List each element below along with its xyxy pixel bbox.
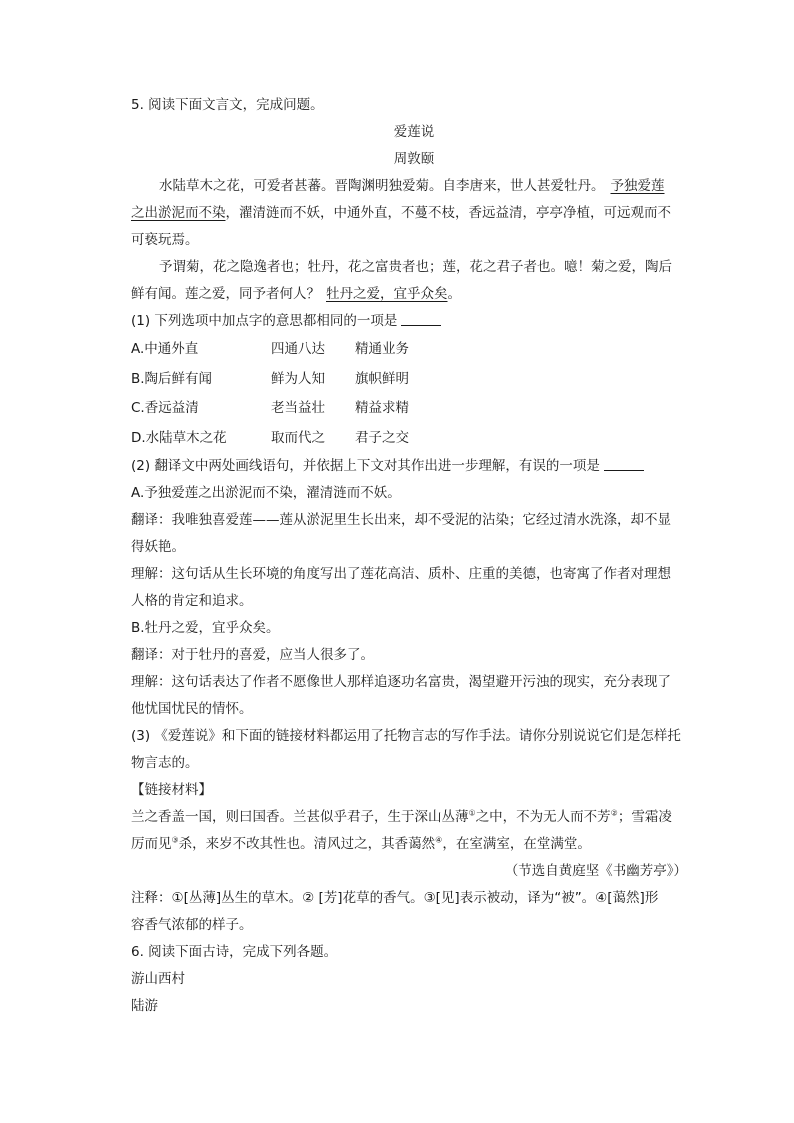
option-term: 鲜为人知 xyxy=(271,370,325,387)
material-text: 杀，来岁不改其性也。清风过之，其香蔼然 xyxy=(178,836,436,852)
material-text: 兰之香盖一国，则曰国香。兰甚似乎君子，生于深山丛薄 xyxy=(131,809,469,825)
passage-p1-line1 xyxy=(131,173,697,200)
sub2-stem-text: (2) 翻译文中两处画线语句，并依据上下文对其作出进一步理解，有误的一项是 xyxy=(131,458,600,474)
footnote-mark: ① xyxy=(468,808,476,818)
exam-content xyxy=(131,92,697,1020)
option-term: 君子之交 xyxy=(355,429,409,446)
footnote-mark: ② xyxy=(610,808,618,818)
option-term: 取而代之 xyxy=(271,429,325,446)
poem-title: 爱莲说 xyxy=(393,124,435,140)
sub2-a-sentence: A.予独爱莲之出淤泥而不染，濯清涟而不妖。 xyxy=(131,485,401,501)
sub1-stem-text: (1) 下列选项中加点字的意思都相同的一项是 xyxy=(131,313,398,329)
passage-p2-line2 xyxy=(131,281,697,308)
material-text: ；雪霜凌 xyxy=(617,809,672,825)
option-row xyxy=(131,424,697,454)
material-text: 之中，不为无人而不芳 xyxy=(475,809,611,825)
q6-poem-author: 陆游 xyxy=(131,998,158,1014)
sub1-stem xyxy=(131,308,697,335)
option-term: 精益求精 xyxy=(355,400,409,416)
q5-heading: 5. 阅读下面文言文，完成问题。 xyxy=(131,97,324,113)
sub2-b-understanding-2: 他忧国忧民的情怀。 xyxy=(131,701,253,717)
sub3-stem-1: (3) 《爱莲说》和下面的链接材料都运用了托物言志的写作手法。请你分别说说它们是怎样托 xyxy=(131,728,681,744)
passage-p1-line2 xyxy=(131,200,697,227)
sub2-stem xyxy=(131,453,697,480)
material-line-2 xyxy=(131,831,697,858)
sub2-a-understanding-2: 人格的肯定和追求。 xyxy=(131,593,253,609)
underlined-sentence-b: 牡丹之爱，宜乎众矣 xyxy=(326,286,448,302)
sub2-b-sentence: B.牡丹之爱，宜乎众矣。 xyxy=(131,620,280,636)
passage-text: 。 xyxy=(447,286,461,302)
sub2-a-translation-2: 得妖艳。 xyxy=(131,539,185,555)
option-term: 四通八达 xyxy=(271,341,325,357)
q6-heading: 6. 阅读下面古诗，完成下列各题。 xyxy=(131,944,338,960)
option-label: A.中通外直 xyxy=(131,341,199,357)
material-line-1 xyxy=(131,804,697,831)
option-term: 老当益壮 xyxy=(271,400,325,416)
poem-author: 周敦颐 xyxy=(393,151,435,167)
footnote-mark: ④ xyxy=(435,835,443,845)
answer-blank xyxy=(401,310,441,326)
material-source: （节选自黄庭坚《书幽芳亭》） xyxy=(504,863,687,879)
option-label: D.水陆草木之花 xyxy=(131,429,227,446)
underlined-sentence-a-cont: 之出淤泥而不染 xyxy=(131,205,226,221)
sub3-stem-2: 物言志的。 xyxy=(131,755,199,771)
material-note-1: 注释：①[丛薄]丛生的草木。② [芳]花草的香气。③[见]表示被动，译为“被”。④[蔼然]形 xyxy=(131,890,659,906)
option-term: 旗帜鲜明 xyxy=(355,370,409,387)
passage-text: ，濯清涟而不妖，中通外直，不蔓不枝，香远益清，亭亭净植，可远观而不 xyxy=(225,205,671,221)
option-row xyxy=(131,335,697,365)
q6-poem-title: 游山西村 xyxy=(131,971,185,987)
material-note-2: 容香气浓郁的样子。 xyxy=(131,917,253,933)
passage-text: 水陆草木之花，可爱者甚蕃。晋陶渊明独爱菊。自李唐来，世人甚爱牡丹。 xyxy=(159,178,605,194)
passage-p1-line3: 可亵玩焉。 xyxy=(131,232,199,248)
option-row xyxy=(131,394,697,424)
footnote-mark: ③ xyxy=(171,835,179,845)
sub2-a-understanding-1: 理解：这句话从生长环境的角度写出了莲花高洁、质朴、庄重的美德，也寄寓了作者对理想 xyxy=(131,566,671,582)
option-row xyxy=(131,365,697,395)
material-text: ，在室满室，在堂满堂。 xyxy=(442,836,591,852)
passage-text: 鲜有闻。莲之爱，同予者何人？ xyxy=(131,286,320,302)
answer-blank xyxy=(604,455,644,471)
underlined-sentence-a: 予独爱莲 xyxy=(610,178,665,194)
material-text: 厉而见 xyxy=(131,836,172,852)
option-label: B.陶后鲜有闻 xyxy=(131,370,213,387)
option-term: 精通业务 xyxy=(355,341,409,357)
option-label: C.香远益清 xyxy=(131,400,199,416)
sub2-b-understanding-1: 理解：这句话表达了作者不愿像世人那样追逐功名富贵，渴望避开污浊的现实，充分表现了 xyxy=(131,674,671,690)
sub2-a-translation-1: 翻译：我唯独喜爱莲——莲从淤泥里生长出来，却不受泥的沾染；它经过清水洗涤，却不显 xyxy=(131,512,671,528)
passage-p2-line1: 予谓菊，花之隐逸者也；牡丹，花之富贵者也；莲，花之君子者也。噫！菊之爱，陶后 xyxy=(159,259,672,275)
material-title: 【链接材料】 xyxy=(131,782,212,798)
sub2-b-translation: 翻译：对于牡丹的喜爱，应当人很多了。 xyxy=(131,647,374,663)
